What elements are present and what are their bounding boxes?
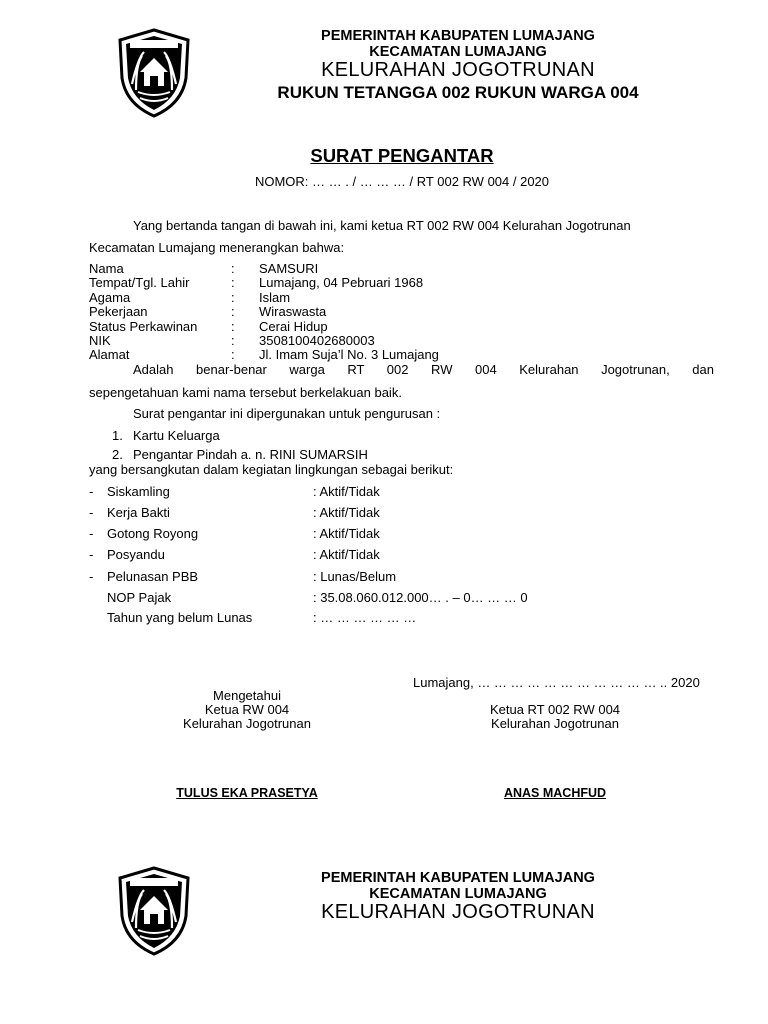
activity-bullet: - [89,484,94,499]
activity-value: : Aktif/Tidak [313,484,380,499]
activity-label: NOP Pajak [107,590,172,605]
field-value-agama: Islam [259,290,291,305]
right-signer-name: ANAS MACHFUD [503,786,607,800]
intro-line-2: Kecamatan Lumajang menerangkan bahwa: [89,240,345,255]
left-signer-line-1: Mengetahui [213,688,281,703]
activity-value: : Lunas/Belum [313,569,397,584]
field-label-ttl: Tempat/Tgl. Lahir [89,275,190,290]
activity-label: Posyandu [107,547,165,562]
field-label-nama: Nama [89,261,124,276]
document-title: SURAT PENGANTAR [310,145,494,166]
letterhead-line-1: PEMERINTAH KABUPATEN LUMAJANG [321,870,595,886]
field-value-pekerjaan: Wiraswasta [259,304,327,319]
activity-value: : Aktif/Tidak [313,526,380,541]
right-signer-line-2: Kelurahan Jogotrunan [491,716,619,731]
field-label-agama: Agama [89,290,131,305]
activity-bullet: - [89,505,94,520]
field-value-ttl: Lumajang, 04 Pebruari 1968 [259,275,424,290]
field-label-pekerjaan: Pekerjaan [89,304,148,319]
left-signer-line-2: Ketua RW 004 [204,702,290,717]
letterhead-line-1: PEMERINTAH KABUPATEN LUMAJANG [321,28,595,44]
activity-bullet: - [89,569,94,584]
field-separator: : [231,275,235,290]
purpose-intro: Surat pengantar ini dipergunakan untuk pengurusan : [133,406,441,421]
field-separator: : [231,304,235,319]
regency-emblem [118,28,190,118]
letterhead-line-2: KECAMATAN LUMAJANG [369,44,547,60]
activity-value: : Aktif/Tidak [313,505,380,520]
place-date: Lumajang, … … … … … … … … … … … .. 2020 [413,675,700,690]
purpose-number: 2. [112,447,123,462]
activity-label: Tahun yang belum Lunas [107,610,253,625]
activity-value: : … … … … … … [313,610,417,625]
purpose-number: 1. [112,428,123,443]
activity-bullet: - [89,526,94,541]
field-label-nik: NIK [89,333,111,348]
field-separator: : [231,319,235,334]
activity-intro: yang bersangkutan dalam kegiatan lingkungan sebagai berikut: [89,462,454,477]
field-separator: : [231,347,235,362]
intro-line-1: Yang bertanda tangan di bawah ini, kami ketua RT 002 RW 004 Kelurahan Jogotrunan [133,218,631,233]
activity-label: Kerja Bakti [107,505,170,520]
letterhead-line-2: KECAMATAN LUMAJANG [369,886,547,902]
left-signer-name: TULUS EKA PRASETYA [176,786,318,800]
statement-line-1: Adalah benar-benar warga RT 002 RW 004 Kelurahan Jogotrunan, dan [133,362,714,377]
field-separator: : [231,333,235,348]
purpose-item: Kartu Keluarga [133,428,220,443]
activity-value: : 35.08.060.012.000… . – 0… … … 0 [313,590,528,605]
field-separator: : [231,261,235,276]
letterhead-line-3: KELURAHAN JOGOTRUNAN [321,59,595,81]
field-label-alamat: Alamat [89,347,130,362]
regency-emblem [118,866,190,956]
field-value-status: Cerai Hidup [259,319,328,334]
purpose-item: Pengantar Pindah a. n. RINI SUMARSIH [133,447,368,462]
activity-value: : Aktif/Tidak [313,547,380,562]
activity-bullet: - [89,547,94,562]
activity-label: Siskamling [107,484,170,499]
activity-label: Pelunasan PBB [107,569,199,584]
document-number: NOMOR: … … . / … … … / RT 002 RW 004 / 2020 [254,174,550,189]
right-signer-line-1: Ketua RT 002 RW 004 [489,702,621,717]
statement-line-2: sepengetahuan kami nama tersebut berkelakuan baik. [89,385,402,400]
field-value-nik: 3508100402680003 [259,333,375,348]
field-separator: : [231,290,235,305]
field-value-alamat: Jl. Imam Suja’l No. 3 Lumajang [259,347,439,362]
letterhead-line-4: RUKUN TETANGGA 002 RUKUN WARGA 004 [277,83,639,102]
field-value-nama: SAMSURI [259,261,319,276]
left-signer-line-3: Kelurahan Jogotrunan [183,716,311,731]
activity-label: Gotong Royong [107,526,199,541]
field-label-status: Status Perkawinan [89,319,198,334]
letterhead-line-3: KELURAHAN JOGOTRUNAN [321,901,595,923]
